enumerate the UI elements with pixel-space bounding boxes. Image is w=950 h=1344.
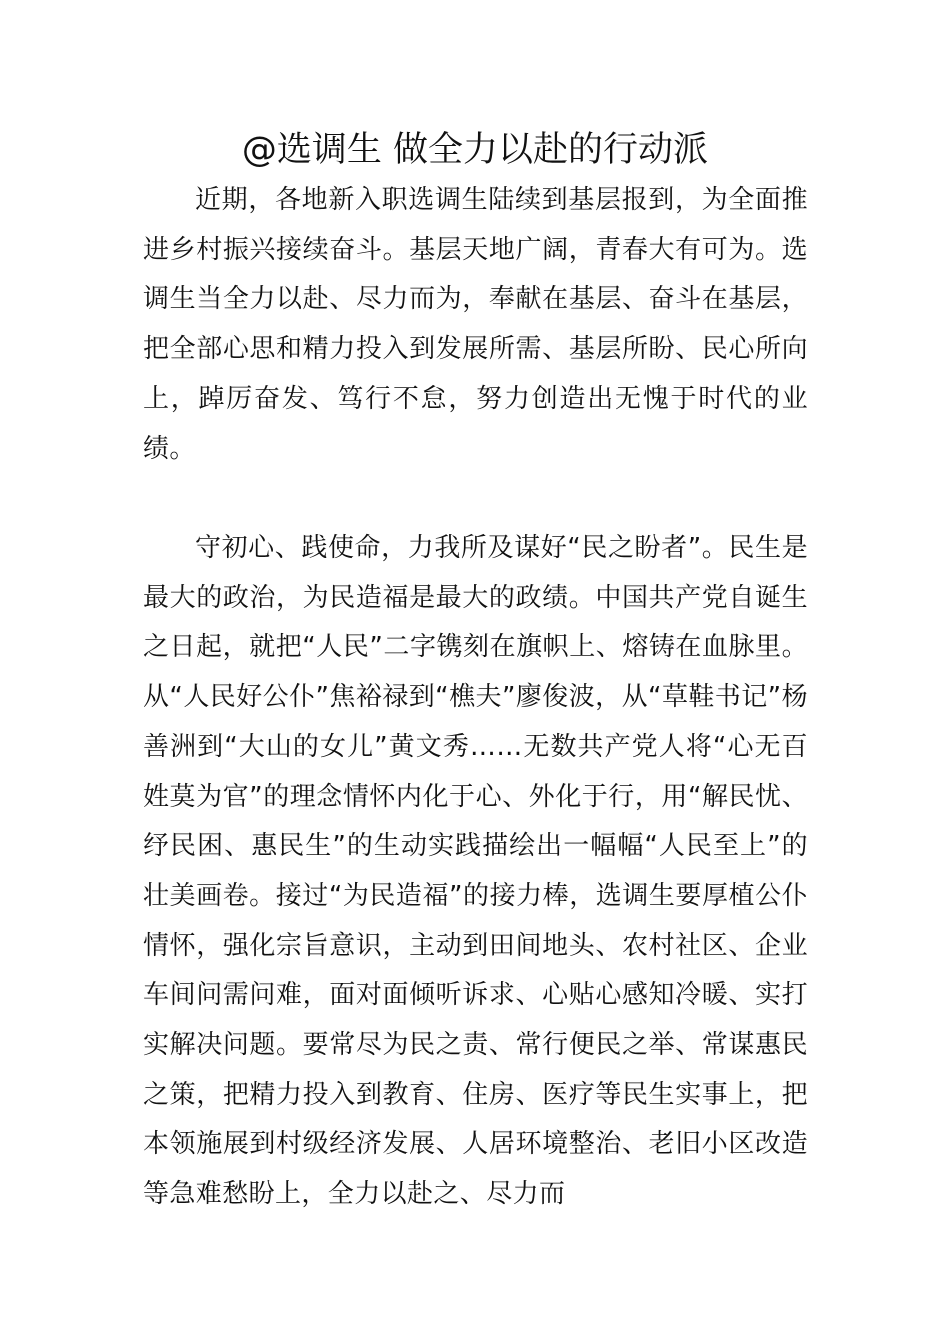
document-title: @选调生 做全力以赴的行动派	[241, 130, 709, 170]
paragraph-people-livelihood: 守初心、践使命，力我所及谋好“民之盼者”。民生是最大的政治，为民造福是最大的政绩。中国共产党自诞生之日起，就把“人民”二字镌刻在旗帜上、熔铸在血脉里。从“人民好公仆”焦裕禄到“樵夫”廖俊波，从“草鞋书记”杨善洲到“大山的女儿”黄文秀……无数共产党人将“心无百姓莫为官”的理念情怀内化于心、外化于行，用“解民忧、纾民困、惠民生”的生动实践描绘出一幅幅“人民至上”的壮美画卷。接过“为民造福”的接力棒，选调生要厚植公仆情怀，强化宗旨意识，主动到田间地头、农村社区、企业车间问需问难，面对面倾听诉求、心贴心感知冷暖、实打实解决问题。要常尽为民之责、常行便民之举、常谋惠民之策，把精力投入到教育、住房、医疗等民生实事上，把本领施展到村级经济发展、人居环境整治、老旧小区改造等急难愁盼上，全力以赴之、尽力而	[143, 533, 808, 1210]
paragraph-intro: 近期，各地新入职选调生陆续到基层报到，为全面推进乡村振兴接续奋斗。基层天地广阔，青春大有可为。选调生当全力以赴、尽力而为，奉献在基层、奋斗在基层，把全部心思和精力投入到发展所需、基层所盼、民心所向上，踔厉奋发、笃行不怠，努力创造出无愧于时代的业绩。	[143, 185, 808, 464]
